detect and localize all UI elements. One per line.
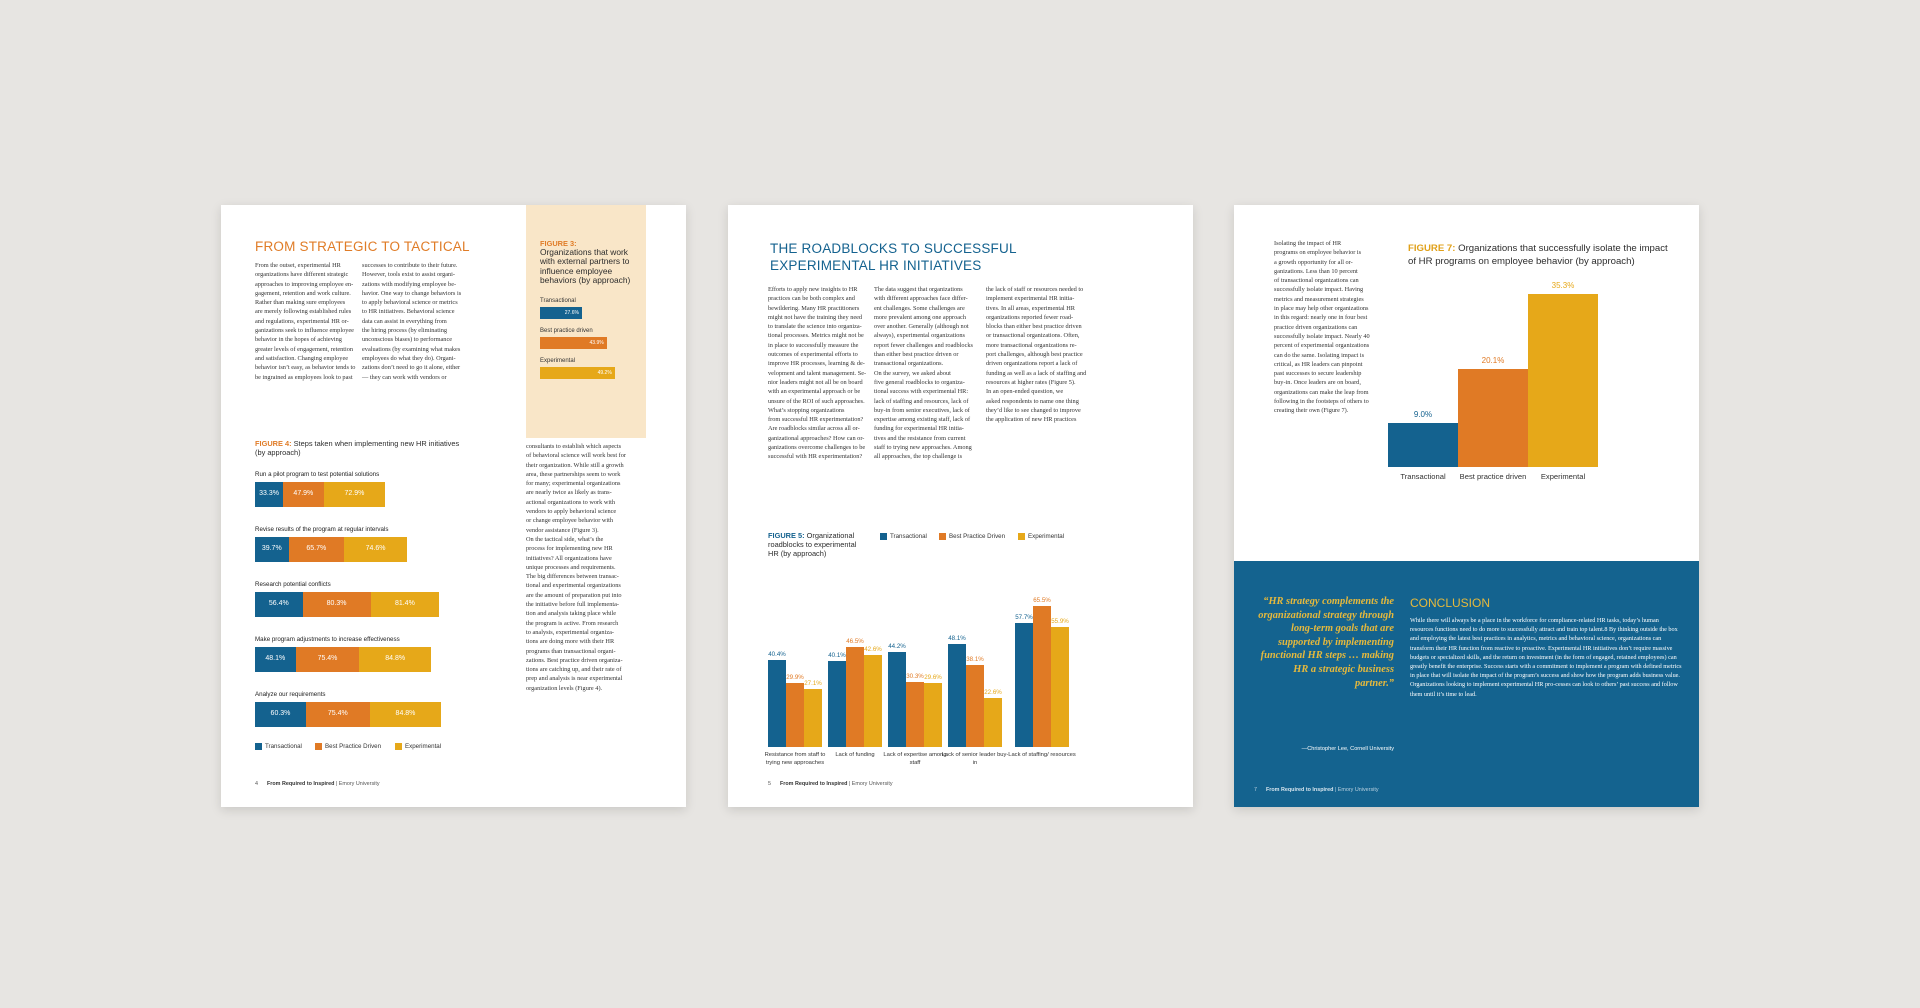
legend-transactional: Transactional [255,743,302,750]
figure-5-title: Organizational roadblocks to experimental HR (by approach) [768,531,857,558]
conclusion-panel [1234,561,1699,807]
data-label: 33.3% [259,490,279,497]
bar-segment [283,482,323,507]
data-label: 30.3% [906,672,924,680]
bar-segment [289,537,345,562]
body-column-2: successes to contribute to their future. However, tools exist to assist organi- zations with modifying employee be- havior. One way to change behaviors is to apply behavioral science or metrics to HR initiatives. Behavioral science data can assist in everything from the hiring process (by eliminating unconscious biases) to performance evaluations (by examining what makes employees do what they do). Organi- zations don’t need to go it alone, either — they can work with vendors or [362,262,462,381]
body-column-1: Efforts to apply new insights to HR practices can be both complex and bewildering. Many HR practitioners might not have the training they need to translate the science into organiza- tional processes. Metrics might not be in place to successfully measure the outcomes of experimental efforts to improve HR processes, learning & de- velopment and talent management. Se- nior leaders might not all be on board with an experimental approach or be unsure of the ROI of such approaches. What’s stopping organizations from successful HR experimentation? Are roadblocks similar across all or- ganizational approaches? How can or- ganizations overcome challenges to be successful with HR experimentation? [768,286,867,461]
data-label: 22.6% [984,689,1002,697]
category-label: Lack of senior leader buy-in [941,752,1009,766]
category-label: Experimental [1540,472,1586,481]
data-label: 40.1% [828,651,846,659]
figure-4-caption [255,439,465,457]
page-heading [770,241,1017,274]
row-label: Make program adjustments to increase effectiveness [255,636,400,643]
legend-experimental: Experimental [1018,533,1064,540]
row-label: Run a pilot program to test potential solutions [255,471,380,478]
data-label: 81.4% [394,600,415,607]
bar [540,337,607,349]
bar-segment [359,647,431,672]
bar [540,367,615,379]
page-number: 5 [768,781,771,787]
data-label: 29.9% [786,673,804,681]
body-column-1: From the outset, experimental HR organizations have different strategic approaches to improving employee en- gagement, retention and work culture. Rather than making sure employees are merely following established rules and regulations, experimental HR or- ganizations seek to influence employee behavior in the hopes of achieving greater levels of engagement, retention and satisfaction. Changing employee behavior isn’t easy, as behavior tends to be ingrained as employees look to past [255,262,356,381]
row-label: Analyze our requirements [255,691,326,698]
data-label: 55.9% [1051,617,1069,625]
data-label: 72.9% [344,490,365,497]
data-label: 65.5% [1033,597,1051,605]
data-label: 47.9% [293,490,314,497]
bar [1388,423,1458,467]
bar [804,689,822,747]
page-heading: FROM STRATEGIC TO TACTICAL [255,239,470,254]
bar [786,683,804,747]
data-label: 42.6% [864,646,882,654]
data-label: 84.8% [395,710,416,717]
data-label: 35.3% [1551,281,1575,291]
category-label: Lack of staffing/ resources [1008,752,1076,758]
body-column-3: the lack of staff or resources needed to implement experimental HR initia- tives. In all areas, experimental HR organizations reported fewer road- blocks than either best practice driven or transactional organizations. Often, more transactional organizations re- port challenges, although best practice driven organizations report a lack of funding as well as a lack of staffing and resources at higher rates (Figure 5). In an open-ended question, we asked respondents to name one thing they’d like to see changed to improve the application of new HR practices [986,286,1087,424]
data-label: 60.3% [270,710,291,717]
legend-swatch [255,743,262,750]
org-name: Emory University [338,781,380,787]
data-label: 75.4% [327,710,348,717]
page-4 [221,205,686,807]
legend-swatch [939,533,946,540]
quote-attribution: —Christopher Lee, Cornell University [1301,746,1394,752]
category-label: Transactional [1400,472,1446,481]
bar-label: Transactional [540,298,576,304]
bar-segment [371,592,440,617]
bar [1015,623,1033,747]
figure-3-sidebar [526,205,646,438]
page-footer: 4 From Required to Inspired | Emory University [255,781,380,787]
data-label: 49.2% [597,370,612,376]
figure-4-label: FIGURE 4: [255,439,292,448]
data-label: 44.2% [888,642,906,650]
data-label: 65.7% [306,545,327,552]
bar-label: Experimental [540,358,576,364]
data-label: 80.3% [326,600,347,607]
body-column-3: consultants to establish which aspects of behavioral science will work best for their organization. While still a growth area, these partnerships seem to work for many; experimental organizations are nearly twice as likely as trans- actional organizations to work with vendors to apply behavioral science or change employee behavior with vendor assistance (Figure 3). On the tactical side, what’s the process for implementing new HR initiatives? All organizations have unique processes and requirements. The big differences between transac- tional and experimental organizations are the amount of preparation put into the initiative before full implementa- tion and analysis taking place while the program is active. From research to analysis, experimental organiza- tions are doing more with their HR programs than transactional organi- zations. Best practice driven organiza- tions are catching up, and their rate of prep and analysis is near experimental organization levels (Figure 4). [526,443,627,692]
figure-3-title: Organizations that work with external partners to influence employee behaviors (by approach) [540,247,631,286]
row-label: Research potential conflicts [255,581,331,588]
category-label: Resistance from staff to trying new approaches [764,752,826,766]
bar-segment [306,702,370,727]
page-7 [1234,205,1699,807]
data-label: 27.1% [804,679,822,687]
conclusion-text: While there will always be a place in the workforce for compliance-related HR tasks, today’s human resources functions need to do more to successfully attract and train top talent.8 By thinking outside the box and employing the latest best practices in analytics, metrics and behavioral science, organizations can transform their HR function from reactive to proactive. Experimental HR initiatives don’t require massive budgets or specialized skills, and the return on investment (in the form of engaged, retained employees) can greatly benefit the enterprise. Success starts with a commitment to implement a program with defined metrics in place that will isolate the impact of the program’s success and show how the program adds business value. Organizations looking to implement experimental HR pro-cesses can look to others’ past success and follow them until it’s time to lead. [1410,617,1682,698]
figure-5-caption [768,531,868,558]
bar [906,682,924,747]
heading-line-2: EXPERIMENTAL HR INITIATIVES [770,257,982,273]
legend-swatch [880,533,887,540]
conclusion-heading: CONCLUSION [1410,596,1491,610]
bar [1458,369,1528,467]
category-label: Best practice driven [1459,472,1527,481]
bar [864,655,882,747]
figure-3-label: FIGURE 3: [540,239,577,248]
data-label: 9.0% [1413,409,1433,419]
data-label: 39.7% [261,545,282,552]
bar [888,652,906,747]
figure-7-caption [1408,243,1678,268]
data-label: 29.6% [924,674,942,682]
figure-5-label: FIGURE 5: [768,531,805,540]
figure-7-label: FIGURE 7: [1408,243,1456,254]
bar-segment [255,647,296,672]
page-footer: 7 From Required to Inspired | Emory University [1254,787,1379,793]
bar-segment [255,537,289,562]
figure-7-title: Organizations that successfully isolate the impact of HR programs on employee behavior (by approach) [1408,243,1668,267]
legend-experimental: Experimental [395,743,441,750]
pull-quote: “HR strategy complements the organizational strategy through long-term goals that are supported by implementing functional HR steps … making HR a strategic business partner.” [1258,596,1394,689]
heading-line-1: THE ROADBLOCKS TO SUCCESSFUL [770,241,1017,256]
row-label: Revise results of the program at regular intervals [255,526,389,533]
bar-label: Best practice driven [540,328,593,334]
data-label: 46.5% [846,638,864,646]
bar-segment [296,647,360,672]
bar-segment [303,592,371,617]
data-label: 20.1% [1481,355,1505,365]
body-column-2: The data suggest that organizations with different approaches face differ- ent challenges. Some challenges are more prevalent among one approach over another. Generally (although not always), experimental organizations report fewer challenges and roadblocks than either best practice driven or transactional organizations. On the survey, we asked about five general roadblocks to organiza- tional success with experimental HR: lack of staffing and resources, lack of buy-in from senior executives, lack of expertise among existing staff, lack of funding for experimental HR initia- tives and the resistance from current staff to trying new approaches. Among all approaches, the top challenge is [874,286,973,461]
bar [1051,627,1069,747]
legend-best-practice: Best Practice Driven [939,533,1005,540]
page-number: 4 [255,781,258,787]
data-label: 27.6% [564,310,579,316]
page-5 [728,205,1193,807]
org-name: Emory University [851,781,893,787]
doc-title: From Required to Inspired [1266,787,1334,793]
data-label: 56.4% [268,600,289,607]
bar-segment [255,592,303,617]
bar [540,307,582,319]
doc-title: From Required to Inspired [267,781,335,787]
data-label: 43.9% [589,340,604,346]
legend-swatch [395,743,402,750]
data-label: 48.1% [265,655,286,662]
legend-transactional: Transactional [880,533,927,540]
body-column-1: Isolating the impact of HR programs on employee behavior is a growth opportunity for all or- ganizations. Less than 10 percent of transactional organizations can successfully isolate impact. Having metrics and measurement strategies in place may help other organizations in this regard: nearly one in four best practice driven organizations can successfully isolate impact. Nearly 40 percent of experimental organizations can do the same. Isolating impact is critical, as HR leaders can pinpoint past successes to secure leadership buy-in. Once leaders are on board, organizations can make the leap from following in the footsteps of others to creating their own (Figure 7). [1274,240,1370,415]
category-label: Lack of expertise among staff [883,752,947,766]
bar-segment [255,482,283,507]
bar-segment [255,702,306,727]
data-label: 74.6% [365,545,386,552]
legend-best-practice: Best Practice Driven [315,743,381,750]
bar-segment [344,537,407,562]
bar [984,698,1002,747]
category-label: Lack of funding [835,752,875,758]
data-label: 57.7% [1015,613,1033,621]
bar [828,661,846,747]
bar [966,665,984,747]
bar-segment [370,702,442,727]
bar [924,683,942,747]
bar [1528,294,1598,467]
data-label: 75.4% [317,655,338,662]
org-name: Emory University [1337,787,1379,793]
data-label: 40.4% [768,651,786,659]
page-footer: 5 From Required to Inspired | Emory University [768,781,893,787]
bar [846,647,864,747]
data-label: 38.1% [966,656,984,664]
data-label: 48.1% [948,634,966,642]
figure-4-title: Steps taken when implementing new HR initiatives (by approach) [255,439,460,457]
page-number: 7 [1254,787,1257,793]
data-label: 84.8% [385,655,406,662]
bar-segment [324,482,386,507]
doc-title: From Required to Inspired [780,781,848,787]
legend-swatch [1018,533,1025,540]
legend-swatch [315,743,322,750]
bar [1033,606,1051,747]
